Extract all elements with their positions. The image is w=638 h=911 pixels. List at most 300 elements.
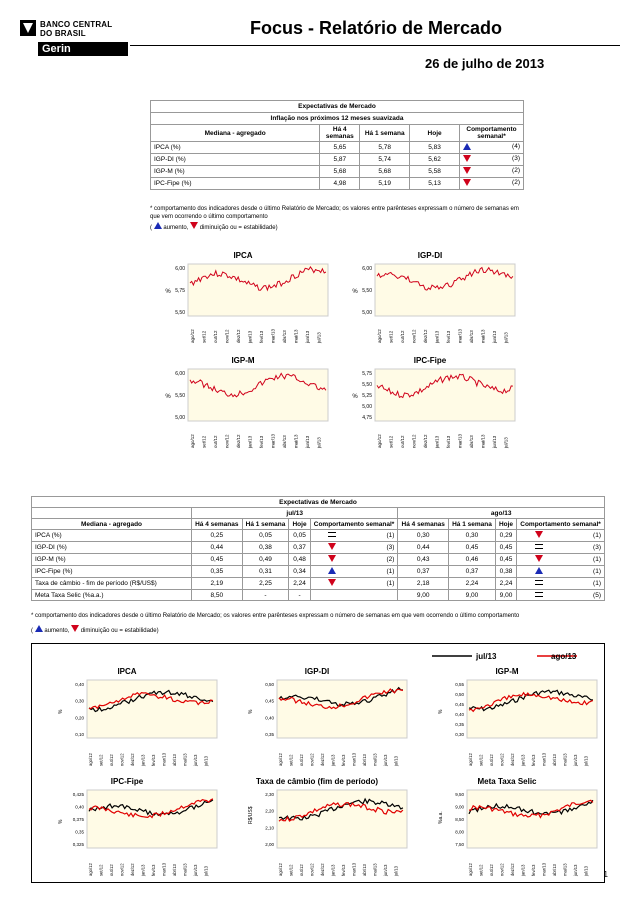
legend-down: diminuição ou = estabilidade) [80, 628, 159, 634]
cell-today: 5,83 [410, 142, 460, 154]
y-tick-label: 0,30 [75, 698, 84, 704]
x-tick-label: mai/13 [293, 434, 299, 448]
y-tick-label: 0,30 [455, 732, 464, 737]
bcb-emblem-icon [20, 20, 36, 36]
y-tick-label: 9,50 [455, 792, 464, 797]
chart-igp-m [165, 356, 328, 449]
y-tick-label: 5,00 [175, 415, 185, 421]
x-tick-label: ago/12 [190, 434, 195, 448]
y-tick-label: 7,50 [455, 842, 464, 847]
weeks-count: (1) [561, 530, 605, 542]
down-arrow-icon [71, 625, 79, 632]
cell-value: 9,00 [398, 590, 449, 601]
plot-area [277, 680, 407, 738]
cell-value: 0,37 [449, 566, 496, 578]
x-tick-label: jan/13 [520, 754, 526, 766]
x-tick-label: abr/13 [282, 330, 287, 343]
y-tick-label: 0,20 [75, 715, 84, 721]
x-tick-label: jan/13 [247, 330, 253, 343]
y-tick-label: 5,00 [362, 404, 372, 410]
col-behavior: Comportamento semanal* [310, 519, 398, 530]
y-tick-label: 0,55 [455, 682, 464, 687]
cell-value: 0,43 [398, 554, 449, 566]
x-tick-label: fev/13 [341, 864, 346, 876]
cell-value: 0,29 [495, 530, 516, 542]
monthly-chart [58, 667, 217, 767]
chart-title: IGP-DI [417, 251, 443, 260]
y-tick-label: 2,00 [265, 842, 274, 847]
y-axis-label: % [352, 289, 358, 295]
x-tick-label: jul/13 [393, 755, 399, 766]
down-arrow-icon [535, 555, 543, 562]
x-tick-label: nov/12 [411, 329, 417, 343]
x-tick-label: ago/12 [468, 753, 473, 766]
x-tick-label: out/12 [489, 864, 494, 876]
y-tick-label: 0,40 [75, 682, 84, 687]
cell-value: 0,45 [449, 542, 496, 554]
x-tick-label: ago/12 [377, 329, 382, 343]
cell-trend [517, 530, 561, 542]
x-tick-label: mar/13 [270, 328, 276, 343]
x-tick-label: mai/13 [372, 753, 378, 766]
col-4w: Há 4 semanas [320, 125, 360, 142]
x-tick-label: jan/13 [140, 754, 146, 766]
x-tick-label: fev/13 [531, 864, 536, 876]
cell-4w: 5,65 [320, 142, 360, 154]
table-row [151, 166, 524, 178]
x-tick-label: jul/13 [503, 437, 509, 448]
cell-value: 0,05 [242, 530, 289, 542]
x-tick-label: mai/13 [562, 863, 568, 876]
up-arrow-icon [328, 567, 336, 574]
cell-value: 2,18 [398, 578, 449, 590]
cell-trend [517, 542, 561, 554]
chart-title: IPCA [233, 251, 253, 260]
cell-behavior [460, 178, 524, 190]
y-tick-label: 5,50 [175, 393, 185, 399]
cell-4w: 5,68 [320, 166, 360, 178]
monthly-chart [438, 667, 597, 767]
y-tick-label: 2,20 [265, 808, 274, 814]
x-tick-label: jan/13 [330, 864, 336, 876]
x-tick-label: set/12 [388, 330, 394, 343]
cell-trend [310, 554, 354, 566]
row-label: IGP-DI (%) [151, 154, 320, 166]
cell-value: 0,48 [289, 554, 310, 566]
x-tick-label: ago/12 [88, 863, 93, 876]
weeks-count: (1) [561, 578, 605, 590]
x-tick-label: dez/12 [423, 329, 428, 343]
down-arrow-icon [328, 555, 336, 562]
cell-value: 2,24 [449, 578, 496, 590]
cell-today: 5,62 [410, 154, 460, 166]
weeks-count [354, 590, 398, 601]
row-label: IGP-M (%) [32, 554, 192, 566]
x-tick-label: out/12 [213, 330, 218, 343]
cell-trend [310, 590, 354, 601]
y-axis-label: %a.a. [438, 811, 444, 824]
cell-behavior [460, 154, 524, 166]
y-axis-label: R$/US$ [248, 806, 254, 824]
y-tick-label: 9,00 [455, 804, 464, 810]
x-tick-label: dez/12 [320, 863, 325, 876]
table-row [151, 154, 524, 166]
y-tick-label: 5,00 [362, 310, 372, 316]
row-label: IPCA (%) [32, 530, 192, 542]
y-tick-label: 0,10 [75, 732, 84, 737]
cell-value: 2,19 [192, 578, 243, 590]
cell-trend [310, 542, 354, 554]
x-tick-label: ago/12 [88, 753, 93, 766]
x-tick-label: abr/13 [362, 754, 367, 766]
x-tick-label: fev/13 [151, 864, 156, 876]
x-tick-label: jan/13 [434, 330, 440, 343]
y-tick-label: 0,50 [455, 692, 464, 697]
x-tick-label: nov/12 [119, 753, 125, 766]
cell-4w: 5,87 [320, 154, 360, 166]
x-tick-label: jun/13 [492, 330, 497, 343]
bank-name-line2: DO BRASIL [40, 29, 86, 38]
col-1w: Há 1 semana [360, 125, 410, 142]
x-tick-label: set/12 [478, 754, 484, 766]
table1-note: * comportamento dos indicadores desde o último Relatório de Mercado; os valores entre parênteses expressam o número de semanas em que vem ocorrendo o último comportamento [150, 206, 519, 220]
x-tick-label: dez/12 [130, 753, 135, 766]
x-tick-label: jun/13 [492, 435, 497, 448]
x-tick-label: abr/13 [469, 330, 474, 343]
cell-trend [517, 566, 561, 578]
row-label: IPC-Fipe (%) [151, 178, 320, 190]
weeks-count: (1) [354, 566, 398, 578]
x-tick-label: out/12 [109, 864, 114, 876]
y-axis-label: % [165, 289, 171, 295]
x-tick-label: mar/13 [457, 328, 463, 343]
weeks-count: (1) [561, 554, 605, 566]
up-arrow-icon [535, 567, 543, 574]
cell-trend [310, 566, 354, 578]
monthly-chart [438, 777, 597, 877]
x-tick-label: jul/13 [583, 755, 589, 766]
x-tick-label: nov/12 [224, 434, 230, 448]
cell-value: 0,25 [192, 530, 243, 542]
x-tick-label: out/12 [400, 330, 405, 343]
x-tick-label: dez/12 [510, 863, 515, 876]
cell-trend [517, 578, 561, 590]
x-tick-label: mar/13 [541, 752, 547, 766]
x-tick-label: mai/13 [562, 753, 568, 766]
y-tick-label: 0,35 [455, 722, 464, 727]
down-arrow-icon [328, 543, 336, 550]
y-axis-label: % [352, 394, 358, 400]
cell-value: - [289, 590, 310, 601]
table-row [32, 554, 605, 566]
x-tick-label: mai/13 [480, 434, 486, 448]
weeks-count: (3) [561, 542, 605, 554]
inflation-12m-table [150, 100, 524, 190]
table-row [32, 530, 605, 542]
cell-trend [517, 590, 561, 601]
cell-value: 8,50 [192, 590, 243, 601]
x-tick-label: set/12 [288, 864, 294, 876]
row-label: IPC-Fipe (%) [32, 566, 192, 578]
header-rule [130, 45, 620, 46]
col-today: Hoje [289, 519, 310, 530]
x-tick-label: abr/13 [172, 754, 177, 766]
down-arrow-icon [463, 167, 471, 174]
y-tick-label: 6,00 [175, 266, 185, 272]
x-tick-label: nov/12 [499, 863, 505, 876]
y-tick-label: 5,50 [362, 382, 372, 388]
y-tick-label: 5,50 [175, 310, 185, 316]
x-tick-label: jun/13 [383, 864, 388, 876]
weeks-count: (2) [512, 179, 520, 186]
x-tick-label: mar/13 [351, 752, 357, 766]
chart-title: IGP-DI [304, 667, 330, 676]
x-tick-label: abr/13 [172, 864, 177, 876]
cell-value: 0,31 [242, 566, 289, 578]
x-tick-label: dez/12 [423, 434, 428, 448]
cell-value: 0,45 [495, 554, 516, 566]
legend-down: diminuição ou = estabilidade) [199, 225, 278, 231]
table1-title: Expectativas de Mercado [151, 101, 524, 113]
col-today: Hoje [410, 125, 460, 142]
x-tick-label: set/12 [288, 754, 294, 766]
cell-value: 0,35 [192, 566, 243, 578]
y-tick-label: 0,40 [265, 715, 274, 721]
y-tick-label: 2,30 [265, 792, 274, 797]
x-tick-label: dez/12 [130, 863, 135, 876]
cell-1w: 5,19 [360, 178, 410, 190]
y-tick-label: 2,10 [265, 825, 274, 831]
x-tick-label: fev/13 [446, 330, 451, 343]
x-tick-label: abr/13 [362, 864, 367, 876]
y-tick-label: 5,75 [362, 371, 372, 377]
department-label: Gerin [38, 42, 128, 56]
cell-4w: 4,98 [320, 178, 360, 190]
col-behavior-b: Comportamento semanal* [517, 519, 605, 530]
x-tick-label: mai/13 [372, 863, 378, 876]
weeks-count: (2) [512, 167, 520, 174]
cell-behavior [460, 166, 524, 178]
x-tick-label: dez/12 [320, 753, 325, 766]
y-tick-label: 5,25 [362, 393, 372, 399]
x-tick-label: ago/12 [278, 863, 283, 876]
x-tick-label: ago/12 [278, 753, 283, 766]
x-tick-label: mai/13 [480, 329, 486, 343]
equal-icon [535, 580, 543, 585]
y-tick-label: 0,375 [72, 817, 84, 822]
table1-legend [150, 222, 278, 232]
chart-title: IPC-Fipe [110, 777, 144, 786]
x-tick-label: out/12 [109, 754, 114, 766]
x-tick-label: mai/13 [182, 863, 188, 876]
legend-label-ago: ago/13 [551, 652, 577, 661]
y-tick-label: 0,45 [265, 698, 274, 704]
cell-value: 0,30 [449, 530, 496, 542]
legend-up: aumento, [163, 225, 189, 231]
y-tick-label: 0,50 [265, 682, 274, 687]
cell-value: 0,45 [192, 554, 243, 566]
cell-1w: 5,78 [360, 142, 410, 154]
x-tick-label: jan/13 [330, 754, 336, 766]
legend-open: ( [31, 628, 33, 634]
cell-value: 9,00 [495, 590, 516, 601]
x-tick-label: mar/13 [541, 862, 547, 876]
monthly-chart [58, 777, 217, 877]
cell-trend [310, 530, 354, 542]
table-row [151, 178, 524, 190]
x-tick-label: out/12 [299, 864, 304, 876]
row-label: Taxa de câmbio - fim de período (R$/US$) [32, 578, 192, 590]
chart-title: IGP-M [495, 667, 519, 676]
chart-ipc-fipe [352, 356, 515, 449]
table1-subtitle: Inflação nos próximos 12 meses suavizada [151, 113, 524, 125]
x-tick-label: jun/13 [193, 864, 198, 876]
x-tick-label: ago/12 [468, 863, 473, 876]
table-row [32, 590, 605, 601]
cell-value: 0,30 [398, 530, 449, 542]
weeks-count: (1) [354, 530, 398, 542]
weeks-count: (1) [561, 566, 605, 578]
cell-value: 2,24 [495, 578, 516, 590]
x-tick-label: mar/13 [161, 862, 167, 876]
row-label: Meta Taxa Selic (%a.a.) [32, 590, 192, 601]
bank-name-line1: BANCO CENTRAL [40, 20, 113, 29]
cell-value: 0,34 [289, 566, 310, 578]
legend-label-jul: jul/13 [476, 652, 497, 661]
x-tick-label: jul/13 [316, 332, 322, 343]
row-label: IGP-DI (%) [32, 542, 192, 554]
monthly-chart [248, 777, 407, 877]
table-row [32, 578, 605, 590]
x-tick-label: jul/13 [393, 865, 399, 876]
cell-value: 0,38 [242, 542, 289, 554]
period1-header: jul/13 [192, 508, 398, 519]
x-tick-label: ago/12 [377, 434, 382, 448]
weeks-count: (3) [354, 542, 398, 554]
x-tick-label: ago/12 [190, 329, 195, 343]
chart-title: IPC-Fipe [413, 356, 447, 365]
y-tick-label: 0,35 [265, 732, 274, 737]
chart-title: IGP-M [231, 356, 255, 365]
y-tick-label: 0,40 [455, 712, 464, 717]
x-tick-label: fev/13 [446, 435, 451, 448]
equal-icon [535, 592, 543, 597]
x-tick-label: jun/13 [573, 754, 578, 766]
x-tick-label: mai/13 [293, 329, 299, 343]
cell-value: 0,44 [192, 542, 243, 554]
x-tick-label: set/12 [478, 864, 484, 876]
y-tick-label: 0,425 [72, 792, 84, 797]
x-tick-label: fev/13 [531, 754, 536, 766]
legend-open: ( [150, 225, 152, 231]
up-arrow-icon [154, 222, 162, 229]
cell-value: 9,00 [449, 590, 496, 601]
x-tick-label: abr/13 [469, 435, 474, 448]
x-tick-label: fev/13 [341, 754, 346, 766]
monthly-chart [248, 667, 407, 767]
x-tick-label: jul/13 [583, 865, 589, 876]
cell-value: 0,46 [449, 554, 496, 566]
y-tick-label: 8,50 [455, 817, 464, 822]
down-arrow-icon [463, 155, 471, 162]
weeks-count: (3) [512, 155, 520, 162]
monthly-expectations-table [31, 496, 605, 601]
row-label: IPCA (%) [151, 142, 320, 154]
chart-title: Taxa de câmbio (fim de período) [255, 777, 379, 786]
cell-value: 0,49 [242, 554, 289, 566]
x-tick-label: jun/13 [305, 330, 310, 343]
monthly-charts-panel [31, 643, 605, 883]
y-tick-label: 5,50 [362, 288, 372, 294]
cell-value: 0,37 [398, 566, 449, 578]
x-tick-label: jun/13 [193, 754, 198, 766]
plot-area [277, 790, 407, 848]
y-tick-label: 6,00 [362, 266, 372, 272]
y-axis-label: % [58, 819, 64, 824]
y-axis-label: % [58, 709, 64, 714]
x-tick-label: abr/13 [552, 864, 557, 876]
x-tick-label: set/12 [98, 754, 104, 766]
x-tick-label: jan/13 [520, 864, 526, 876]
y-tick-label: 5,75 [175, 288, 185, 294]
cell-value: 2,25 [242, 578, 289, 590]
col-4w-b: Há 4 semanas [398, 519, 449, 530]
chart-igp-di [352, 251, 515, 344]
y-axis-label: % [438, 709, 444, 714]
table-row [151, 142, 524, 154]
plot-area [87, 790, 217, 848]
plot-area [188, 369, 328, 421]
y-axis-label: % [248, 709, 254, 714]
x-tick-label: out/12 [400, 435, 405, 448]
cell-trend [517, 554, 561, 566]
x-tick-label: jul/13 [203, 865, 209, 876]
cell-1w: 5,74 [360, 154, 410, 166]
chart-ipca [165, 251, 328, 344]
col-today-b: Hoje [495, 519, 516, 530]
period2-header: ago/13 [398, 508, 605, 519]
cell-today: 5,13 [410, 178, 460, 190]
equal-icon [535, 544, 543, 549]
cell-trend [310, 578, 354, 590]
y-tick-label: 0,325 [72, 842, 84, 847]
up-arrow-icon [35, 625, 43, 632]
x-tick-label: abr/13 [552, 754, 557, 766]
cell-value: 0,05 [289, 530, 310, 542]
inflation-12m-charts [150, 248, 524, 458]
col-1w-b: Há 1 semana [449, 519, 496, 530]
x-tick-label: mar/13 [457, 433, 463, 448]
col-behavior: Comportamento semanal* [460, 125, 524, 142]
col-1w: Há 1 semana [242, 519, 289, 530]
x-tick-label: out/12 [299, 754, 304, 766]
x-tick-label: dez/12 [236, 329, 241, 343]
x-tick-label: jan/13 [247, 435, 253, 448]
x-tick-label: jun/13 [573, 864, 578, 876]
page-number: 1 [603, 870, 608, 879]
x-tick-label: fev/13 [259, 330, 264, 343]
up-arrow-icon [463, 143, 471, 150]
weeks-count: (2) [354, 554, 398, 566]
x-tick-label: jul/13 [203, 755, 209, 766]
cell-value: 0,45 [495, 542, 516, 554]
x-tick-label: dez/12 [236, 434, 241, 448]
col-median: Mediana - agregado [151, 125, 320, 142]
legend [432, 652, 577, 661]
x-tick-label: set/12 [98, 864, 104, 876]
x-tick-label: jul/13 [316, 437, 322, 448]
chart-title: Meta Taxa Selic [477, 777, 537, 786]
